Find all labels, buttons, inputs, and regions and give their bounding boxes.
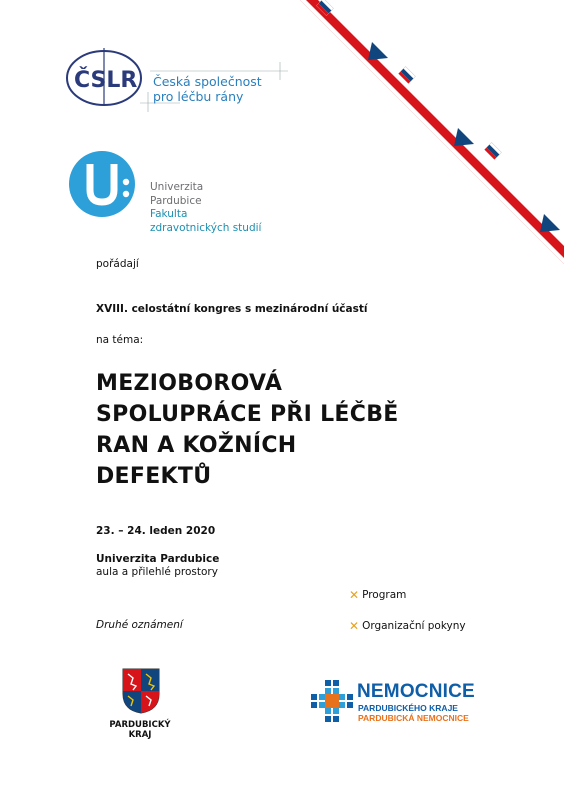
upce-line2: Pardubice: [150, 194, 202, 207]
hospital-name: NEMOCNICE: [357, 681, 475, 702]
univerzita-pardubice-logo-icon: [68, 146, 148, 226]
title-line-3: RAN A KOŽNÍCH: [96, 433, 297, 458]
congress-heading: XVIII. celostátní kongres s mezinárodní účastí: [96, 303, 368, 315]
cslr-name: [153, 74, 262, 104]
program-link-label: Program: [362, 589, 407, 601]
upce-line1: Univerzita: [150, 181, 204, 193]
title-line-1: MEZIOBOROVÁ: [96, 371, 283, 396]
hospital-cross-icon: [311, 680, 353, 722]
notice-text: Druhé oznámení: [96, 619, 183, 631]
upce-line4: zdravotnických studií: [150, 221, 262, 234]
hospital-sub2: PARDUBICKÁ NEMOCNICE: [358, 713, 469, 723]
nemocnice-logo: [311, 680, 481, 726]
program-link[interactable]: [349, 588, 406, 602]
cslr-logo-icon: [64, 46, 144, 106]
pardubicky-kraj-logo: [98, 668, 182, 740]
kraj-label: PARDUBICKÝ KRAJ: [109, 720, 171, 740]
event-date: 23. – 24. leden 2020: [96, 525, 216, 537]
venue-name: Univerzita Pardubice: [96, 553, 220, 565]
slovak-flag-icon-1: [317, 0, 334, 15]
organizational-info-link-label: Organizační pokyny: [362, 620, 466, 632]
coat-of-arms-icon: [122, 668, 160, 714]
topic-label: na téma:: [96, 334, 144, 346]
cslr-name-line2: pro léčbu rány: [153, 89, 244, 104]
cslr-name-line1: Česká společnost: [153, 74, 262, 89]
x-icon: ✕: [349, 588, 360, 602]
flag-triangles: [368, 42, 560, 232]
title-line-2: SPOLUPRÁCE PŘI LÉČBĚ: [96, 402, 399, 427]
title-line-4: DEFEKTŮ: [96, 464, 212, 489]
congress-title: [96, 368, 516, 492]
x-icon: ✕: [349, 619, 360, 633]
organizational-info-link[interactable]: [349, 619, 466, 633]
upce-line3: Fakulta: [150, 208, 188, 220]
slovak-flag-icon-3: [485, 143, 502, 160]
intro-text: pořádají: [96, 258, 139, 270]
univerzita-pardubice-name: [150, 181, 261, 235]
venue-detail: aula a přilehlé prostory: [96, 566, 218, 578]
svg-text:ČSLR: ČSLR: [74, 68, 138, 93]
slovak-flag-icon-2: [399, 67, 416, 84]
hospital-sub1: PARDUBICKÉHO KRAJE: [358, 703, 458, 713]
